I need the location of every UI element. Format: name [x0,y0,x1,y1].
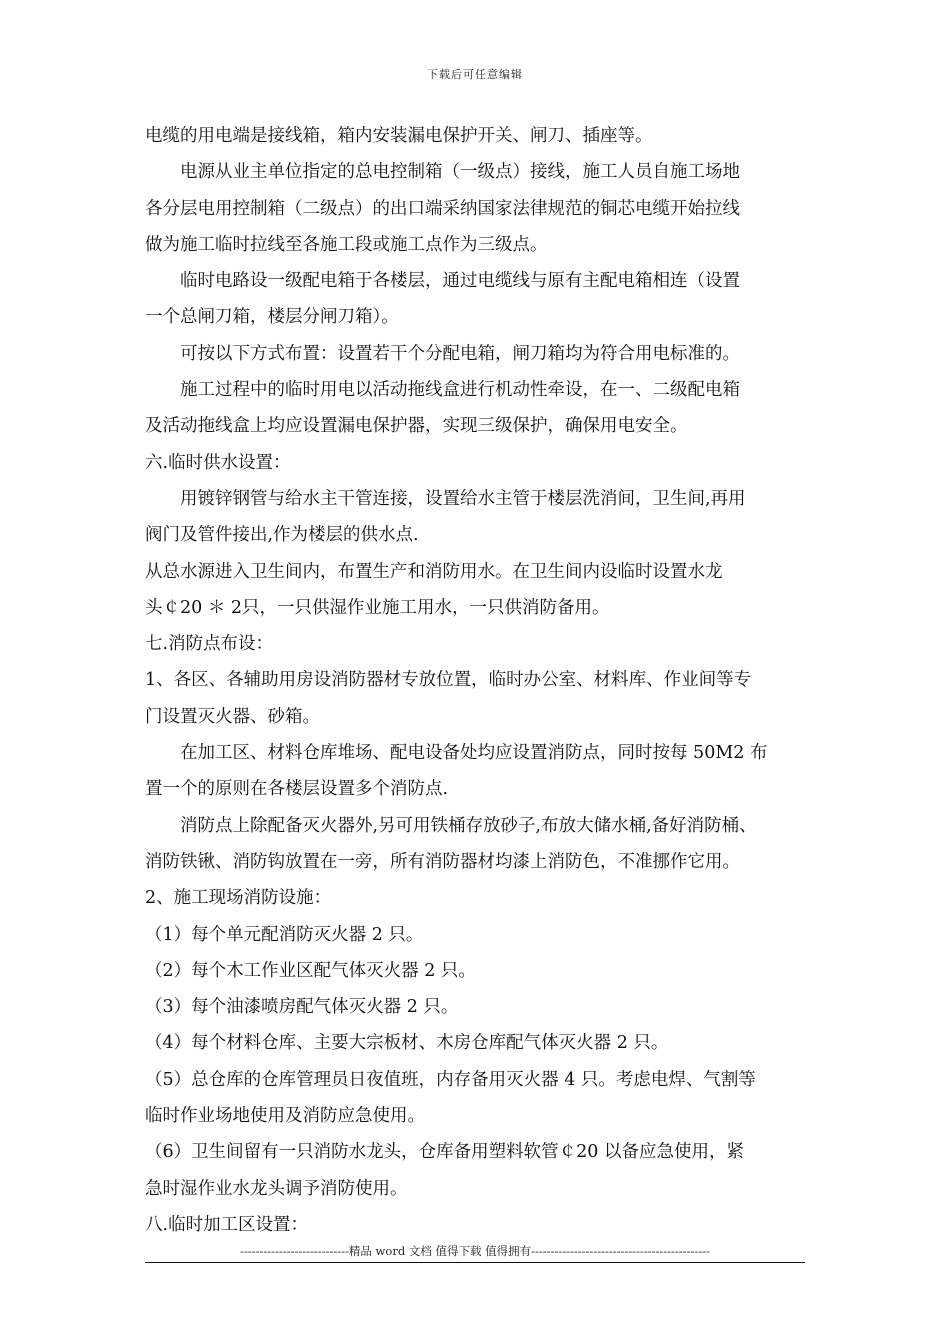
text-line: 七.消防点布设： [145,634,274,655]
text-line: （1）每个单元配消防灭火器 2 只。 [145,924,424,945]
text-line: 八.临时加工区设置： [145,1214,309,1235]
footer-rule [145,1262,805,1263]
text-line: 施工过程中的临时用电以活动拖线盒进行机动性牵设，在一、二级配电箱 [180,380,740,401]
page-header: 下载后可任意编辑 [427,68,523,81]
text-line: 从总水源进入卫生间内，布置生产和消防用水。在卫生间内设临时设置水龙 [145,561,723,582]
page-footer: ----------------------------精品 word 文档 值得下载 值得拥有---------------------------------------------- [240,1244,710,1258]
text-line: 2、施工现场消防设施： [145,888,332,909]
text-line: 门设置灭火器、砂箱。 [145,706,320,727]
text-line: 六.临时供水设置： [145,452,291,473]
document-body [145,118,810,1243]
text-line: 临时电路设一级配电箱于各楼层，通过电缆线与原有主配电箱相连（设置 [180,271,740,292]
text-line: 各分层电用控制箱（二级点）的出口端采纳国家法律规范的铜芯电缆开始拉线 [145,198,740,219]
text-line: 可按以下方式布置：设置若干个分配电箱，闸刀箱均为符合用电标准的。 [180,343,740,364]
text-line: （2）每个木工作业区配气体灭火器 2 只。 [145,960,476,981]
text-line: （3）每个油漆喷房配气体灭火器 2 只。 [145,997,459,1018]
text-line: 电源从业主单位指定的总电控制箱（一级点）接线，施工人员自施工场地 [180,162,740,183]
text-line: 急时湿作业水龙头调予消防使用。 [145,1178,408,1199]
text-line: （4）每个材料仓库、主要大宗板材、木房仓库配气体灭火器 2 只。 [145,1033,669,1054]
text-line: 头￠20 ＊ 2只，一只供湿作业施工用水，一只供消防备用。 [145,597,610,618]
text-line: （5）总仓库的仓库管理员日夜值班，内存备用灭火器 4 只。考虑电焊、气割等 [145,1069,756,1090]
text-line: 做为施工临时拉线至各施工段或施工点作为三级点。 [145,234,548,255]
text-line: 在加工区、材料仓库堆场、配电设备处均应设置消防点，同时按每 50M2 布 [180,743,768,764]
text-line: 消防点上除配备灭火器外,另可用铁桶存放砂子,布放大储水桶,备好消防桶、 [180,815,757,836]
text-line: 用镀锌钢管与给水主干管连接，设置给水主管于楼层洗消间，卫生间,再用 [180,488,746,509]
text-line: 阀门及管件接出,作为楼层的供水点. [145,525,419,546]
text-line: 临时作业场地使用及消防应急使用。 [145,1106,425,1127]
text-line: （6）卫生间留有一只消防水龙头，仓库备用塑料软管￠20 以备应急使用，紧 [145,1142,744,1163]
text-line: 置一个的原则在各楼层设置多个消防点. [145,779,449,800]
text-line: 1、各区、各辅助用房设消防器材专放位置，临时办公室、材料库、作业间等专 [145,670,752,691]
text-line: 一个总闸刀箱，楼层分闸刀箱）。 [145,307,399,328]
text-line: 消防铁锹、消防钩放置在一旁，所有消防器材均漆上消防色，不准挪作它用。 [145,851,740,872]
text-line: 电缆的用电端是接线箱，箱内安装漏电保护开关、闸刀、插座等。 [145,126,653,146]
text-line: 及活动拖线盒上均应设置漏电保护器，实现三级保护，确保用电安全。 [145,416,688,437]
